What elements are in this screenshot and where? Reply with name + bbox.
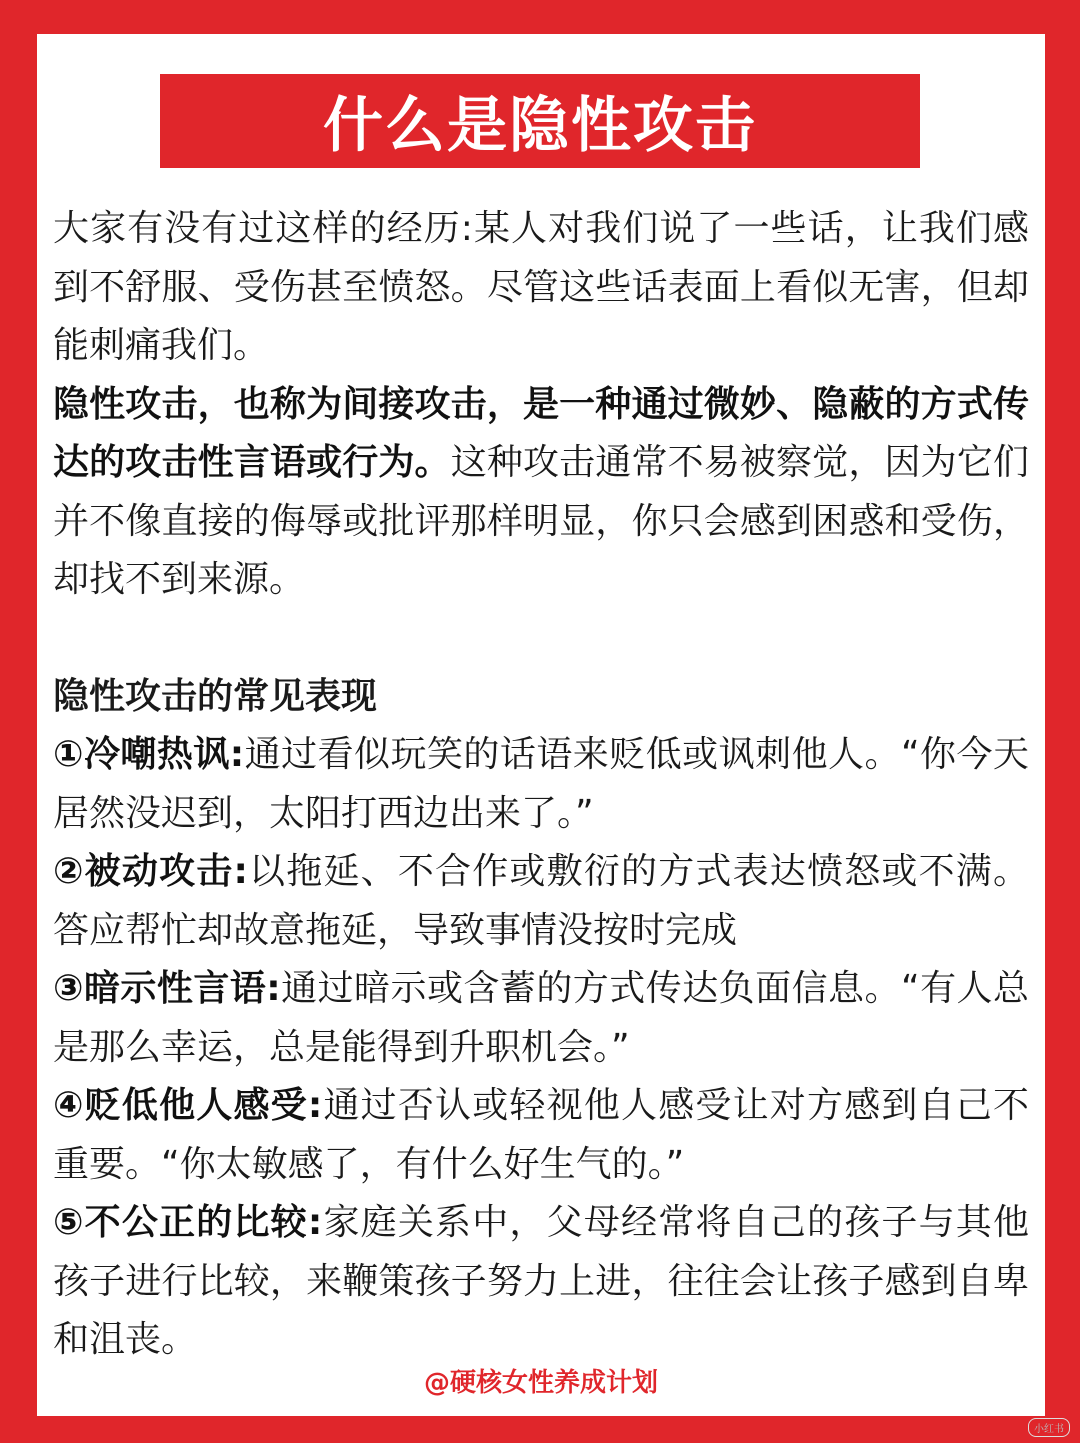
author-handle: @硬核女性养成计划	[423, 1368, 658, 1398]
list-item	[53, 1077, 1029, 1194]
list-item-label: ⑤不公正的比较:	[53, 1202, 323, 1243]
list-item-label: ①冷嘲热讽:	[53, 734, 245, 775]
list-item	[53, 726, 1029, 843]
list-item-label: ②被动攻击:	[53, 851, 248, 892]
list-item-label: ④贬低他人感受:	[53, 1085, 323, 1126]
list-item	[53, 1194, 1029, 1370]
list-item	[53, 960, 1029, 1077]
page-title: 什么是隐性攻击	[160, 74, 920, 168]
definition-bold-text: 隐性攻击，也称为间接攻击，是一种通过微妙、隐蔽的方式传达的攻击性言语或行为。	[53, 383, 1029, 483]
list-item-text: 以拖延、不合作或敷衍的方式表达愤怒或不满。答应帮忙却故意拖延，导致事情没按时完成	[53, 851, 1029, 951]
list-item-text: 通过看似玩笑的话语来贬低或讽刺他人。“你今天居然没迟到，太阳打西边出来了。”	[53, 734, 1029, 834]
intro-paragraph: 大家有没有过这样的经历:某人对我们说了一些话，让我们感到不舒服、受伤甚至愤怒。尽管这些话表面上看似无害，但却能刺痛我们。	[53, 208, 1029, 366]
list-item-text: 家庭关系中，父母经常将自己的孩子与其他孩子进行比较，来鞭策孩子努力上进，往往会让孩子感到自卑和沮丧。	[53, 1202, 1029, 1360]
list-item-label: ③暗示性言语:	[53, 968, 281, 1009]
list-item	[53, 843, 1029, 960]
watermark-logo: 小红书	[1028, 1418, 1070, 1437]
article-body	[53, 200, 1029, 1370]
paragraph-gap	[53, 610, 1029, 668]
definition-text: 这种攻击通常不易被察觉，因为它们并不像直接的侮辱或批评那样明显，你只会感到困惑和受伤，却找不到来源。	[53, 442, 1029, 600]
section-heading: 隐性攻击的常见表现	[53, 675, 378, 717]
list-item-text: 通过暗示或含蓄的方式传达负面信息。“有人总是那么幸运，总是能得到升职机会。”	[53, 968, 1029, 1068]
note-card	[37, 34, 1045, 1416]
definition-paragraph	[53, 376, 1029, 610]
list-item-text: 通过否认或轻视他人感受让对方感到自己不重要。“你太敏感了，有什么好生气的。”	[53, 1085, 1029, 1185]
